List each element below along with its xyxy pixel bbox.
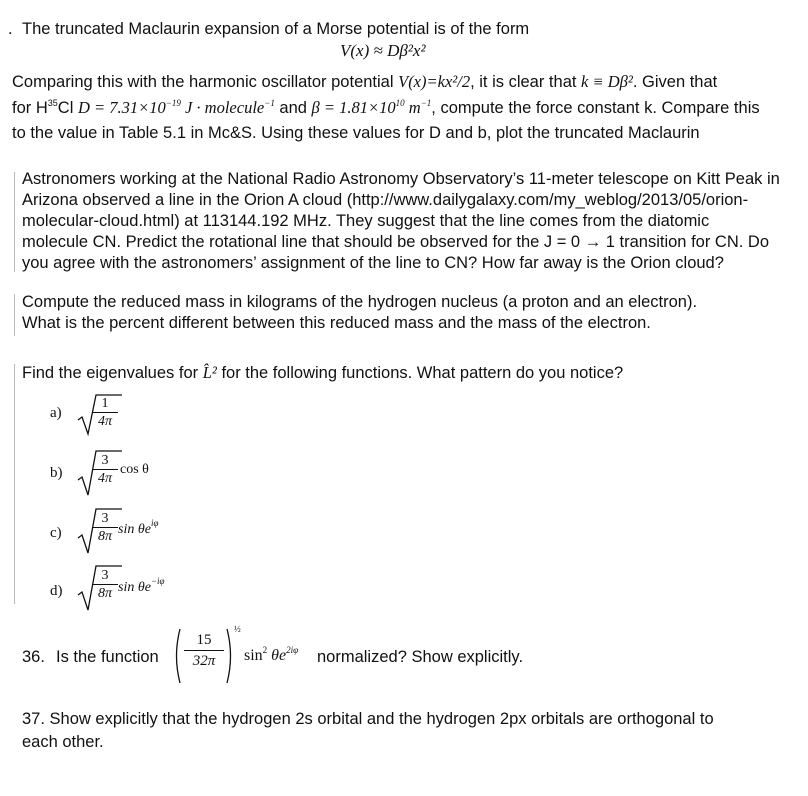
morse-line-3 (12, 97, 760, 119)
cn-margin-line (14, 172, 15, 272)
item-b-label: b) (50, 465, 63, 481)
problem-37-number: 37. (22, 710, 45, 728)
harmonic-formula: V(x)=kx²/2 (398, 72, 471, 91)
morse-line-2-text-c: . Given that (632, 73, 718, 91)
reduced-mass-margin-line (14, 294, 15, 336)
problem-36-num: 15 (184, 630, 224, 651)
d-exp: −19 (165, 98, 181, 108)
problem-36-den: 32π (192, 653, 216, 669)
d-units: J · molecule (180, 98, 265, 117)
cn-line-2: Arizona observed a line in the Orion A cloud (http://www.dailygalaxy.com/my_weblog/2013/05/orion- (22, 191, 749, 209)
item-c-tail (118, 518, 159, 538)
cn-line-4: molecule CN. Predict the rotational line that should be observed for the J = 0 → 1 transition for CN. Do (22, 233, 770, 251)
item-c-tail-text: sin θe (118, 522, 151, 537)
cn-line-3: molecular-cloud.html) at 113144.192 MHz. They suggest that the line comes from the diatomic (22, 212, 710, 230)
problem-37-line-1 (22, 709, 714, 730)
item-c-num: 3 (92, 510, 118, 528)
morse-line-2-text-b: , it is clear that (470, 73, 577, 91)
d-value-main: D = 7.31×10 (77, 98, 166, 117)
beta-main: β = 1.81×10 (311, 98, 396, 117)
item-a-num: 1 (92, 395, 118, 413)
eigen-intro-b: for the following functions. What pattern do you notice? (221, 364, 624, 382)
beta-value (312, 98, 432, 117)
sin-text: sin (244, 647, 263, 664)
problem-36-left-paren (172, 627, 182, 685)
reduced-mass-line-1: Compute the reduced mass in kilograms of the hydrogen nucleus (a proton and an electron). (22, 293, 698, 311)
item-b-den: 4π (97, 471, 112, 486)
item-a-label: a) (50, 405, 62, 421)
exp-power: 2iφ (286, 645, 299, 655)
beta-exp: 10 (395, 98, 405, 108)
item-b-tail: cos θ (120, 462, 149, 477)
morse-line-4: to the value in Table 5.1 in Mc&S. Using these values for D and b, plot the truncated Maclaurin (12, 124, 700, 142)
problem-37-line-2: each other. (22, 733, 104, 751)
item-d-label: d) (50, 583, 63, 599)
theta-e-text: θe (271, 647, 287, 664)
cn-line-1: Astronomers working at the National Radio Astronomy Observatory’s 11-meter telescope on Kitt Peak in (22, 170, 780, 188)
isotope-number: 35 (47, 98, 58, 108)
chlorine-symbol: Cl (57, 99, 74, 117)
item-d-den: 8π (97, 586, 112, 601)
sin-power: 2 (262, 645, 268, 655)
morse-bullet: . (8, 20, 13, 38)
problem-36-number: 36. (22, 648, 45, 666)
problem-36-right-paren (225, 627, 235, 685)
eigen-intro-a: Find the eigenvalues for (22, 364, 199, 382)
problem-36-function (244, 647, 298, 665)
item-a-den: 4π (97, 414, 112, 429)
item-c-tail-sup: iφ (150, 518, 159, 528)
morse-formula-lhs: V(x) (340, 41, 370, 60)
problem-36-power: ½ (234, 624, 241, 634)
beta-units: m (404, 98, 421, 117)
morse-formula (340, 41, 426, 61)
force-constant-formula: k ≡ Dβ² (581, 72, 633, 91)
problem-36-text-b: normalized? Show explicitly. (317, 648, 524, 666)
and-text: and (274, 99, 312, 117)
item-d-tail-sup: −iφ (150, 576, 165, 586)
problem-36-text-a: Is the function (56, 648, 159, 666)
eigen-intro (22, 362, 623, 384)
item-d-tail (118, 576, 165, 596)
item-d-tail-text: sin θe (118, 580, 151, 595)
item-b-num: 3 (92, 452, 118, 470)
problem-37-text: Show explicitly that the hydrogen 2s orbital and the hydrogen 2px orbitals are orthogonal to (49, 710, 714, 728)
item-b-fraction (92, 452, 118, 487)
eigen-margin-line (14, 364, 15, 604)
morse-line-2-text: Comparing this with the harmonic oscillator potential (12, 73, 394, 91)
d-value (78, 98, 275, 117)
item-c-fraction (92, 510, 118, 545)
item-d-num: 3 (92, 567, 118, 585)
morse-intro: The truncated Maclaurin expansion of a Morse potential is of the form (22, 20, 530, 38)
morse-line-3-text-c: , compute the force constant k. Compare this (431, 99, 760, 117)
reduced-mass-line-2: What is the percent different between this reduced mass and the mass of the electron. (22, 314, 651, 332)
item-c-label: c) (50, 525, 62, 541)
beta-units-exp: −1 (420, 98, 432, 108)
morse-line-3-text: for H (12, 99, 48, 117)
d-units-exp: −1 (264, 98, 275, 108)
item-c-den: 8π (97, 529, 112, 544)
item-d-fraction (92, 567, 118, 602)
morse-formula-rhs: ≈ Dβ²x² (373, 41, 426, 60)
morse-line-2 (12, 71, 717, 93)
problem-36-fraction (184, 630, 224, 671)
cn-line-5: you agree with the astronomers’ assignment of the line to CN? How far away is the Orion cloud? (22, 254, 724, 272)
item-a-fraction (92, 395, 118, 430)
l-squared-operator: L̂² (202, 363, 217, 382)
